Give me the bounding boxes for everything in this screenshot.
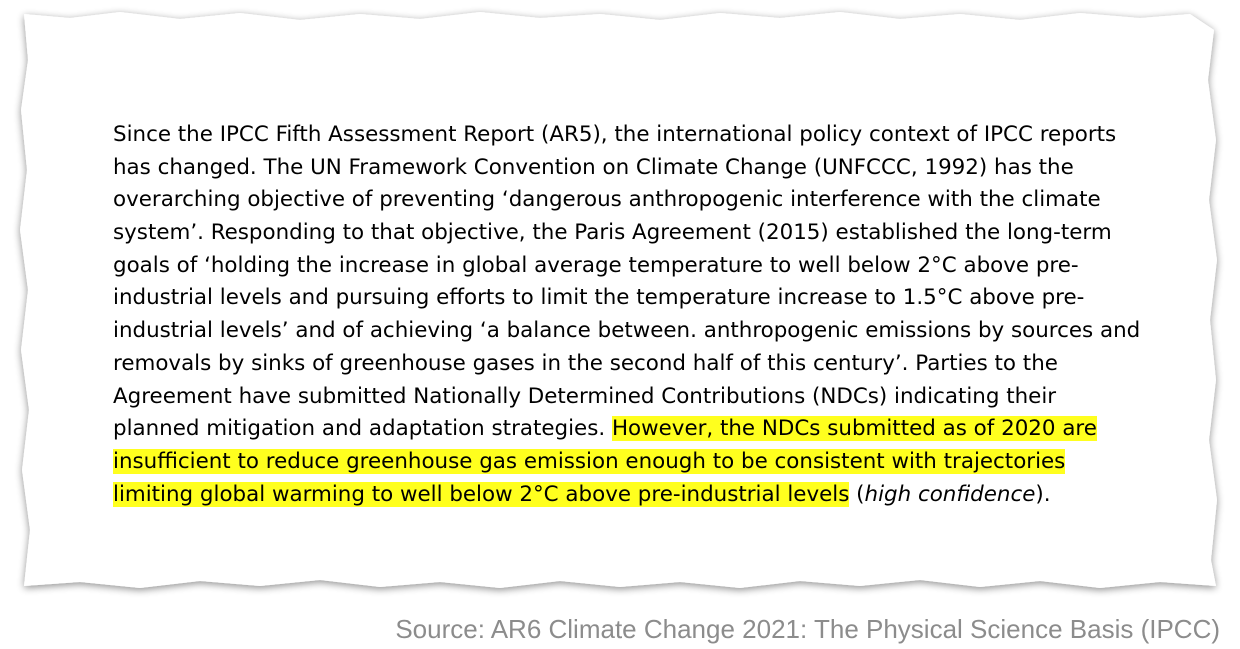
source-caption: Source: AR6 Climate Change 2021: The Physical Science Basis (IPCC) (395, 614, 1220, 644)
paragraph-line: has changed. The UN Framework Convention on Climate Change (UNFCCC, 1992) has the (113, 154, 1074, 180)
paragraph-line: industrial levels’ and of achieving ‘a balance between. anthropogenic emissions by sources and (113, 318, 1141, 344)
paragraph-text: ( (849, 481, 865, 507)
paragraph-line: overarching objective of preventing ‘dangerous anthropogenic interference with the climate (113, 187, 1101, 213)
highlighted-text: However, the NDCs submitted as of 2020 are (611, 416, 1097, 442)
highlighted-text: insufficient to reduce greenhouse gas emission enough to be consistent with trajectories (113, 448, 1066, 474)
highlighted-text: limiting global warming to well below 2°C above pre-industrial levels (113, 481, 850, 507)
paragraph-text: planned mitigation and adaptation strategies. (113, 416, 612, 442)
paragraph-line: system’. Responding to that objective, the Paris Agreement (2015) established the long-term (113, 220, 1112, 246)
document-paragraph (113, 119, 1173, 511)
confidence-italic: high confidence (864, 481, 1036, 507)
paragraph-line: Since the IPCC Fifth Assessment Report (AR5), the international policy context of IPCC reports (113, 122, 1117, 147)
paragraph-text: ). (1035, 481, 1051, 507)
paragraph-line (113, 446, 1173, 479)
paragraph-line (113, 413, 1173, 446)
paragraph-line: industrial levels and pursuing efforts to limit the temperature increase to 1.5°C above pre- (113, 285, 1085, 311)
paragraph-line: goals of ‘holding the increase in global average temperature to well below 2°C above pre- (113, 252, 1079, 278)
paragraph-line: Agreement have submitted Nationally Determined Contributions (NDCs) indicating their (113, 383, 1057, 409)
paragraph-line: removals by sinks of greenhouse gases in the second half of this century’. Parties to the (113, 350, 1058, 376)
paragraph-line (113, 479, 1173, 512)
